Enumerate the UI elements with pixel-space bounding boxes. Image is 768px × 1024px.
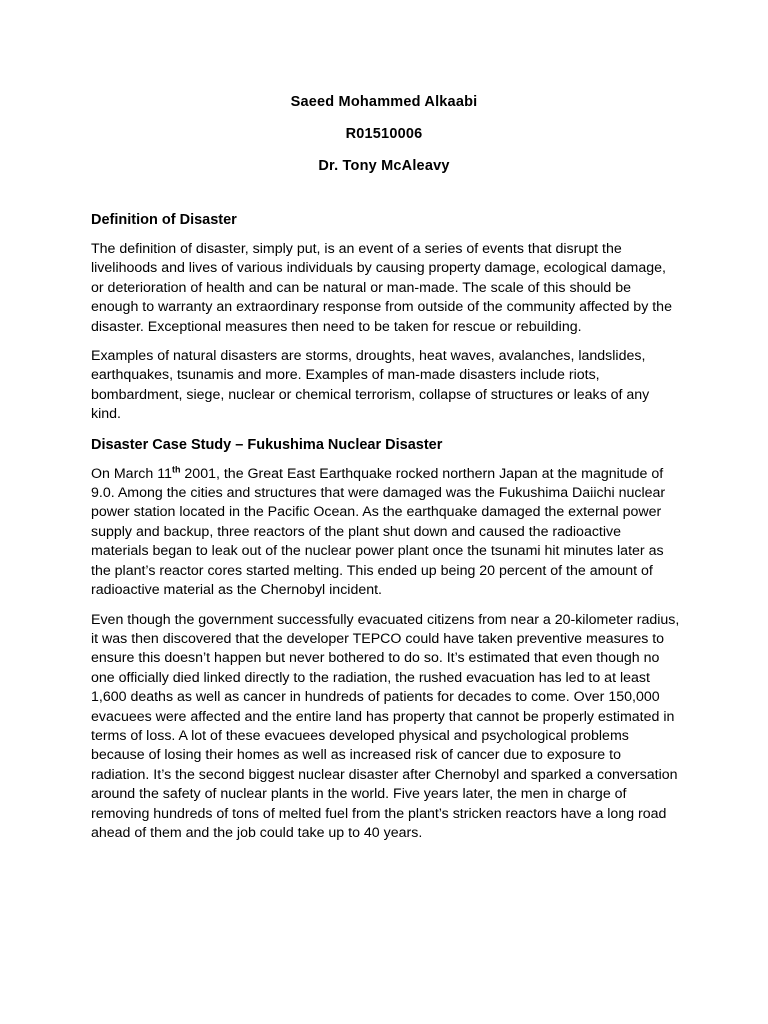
paragraph-definition: The definition of disaster, simply put, is an event of a series of events that disrupt the livelihoods and lives of various individuals by causing property damage, ecological damage, or deterioration of health and can be natural or man-made. The scale of this should be enough to warranty an extraordinary response from outside of the community affected by the disaster. Exceptional measures then need to be taken for rescue or rebuilding. <box>91 241 672 335</box>
paragraph-fukushima-event <box>91 465 681 601</box>
author-name: Saeed Mohammed Alkaabi <box>290 94 478 110</box>
paragraph-examples: Examples of natural disasters are storms, droughts, heat waves, avalanches, landslides, earthquakes, tsunamis and more. Examples of man-made disasters include riots, bombardment, siege, nuclear or chemical terrorism, collapse of structures or leaks of any kind. <box>91 348 650 423</box>
instructor-name: Dr. Tony McAleavy <box>318 158 450 174</box>
section-heading-case-study: Disaster Case Study – Fukushima Nuclear Disaster <box>91 436 443 453</box>
paragraph-evacuation: Even though the government successfully evacuated citizens from near a 20-kilometer radius, it was then discovered that the developer TEPCO could have taken preventive measures to ensure this doesn’t happen but never bothered to do so. It’s estimated that even though no one officially died linked directly to the radiation, the rushed evacuation has led to at least 1,600 deaths as well as cancer in hundreds of patients for decades to come. Over 150,000 evacuees were affected and the entire land has property that cannot be properly estimated in terms of loss. A lot of these evacuees developed physical and psychological problems because of losing their homes as well as increased risk of cancer due to exposure to radiation. It’s the second biggest nuclear disaster after Chernobyl and sparked a conversation around the safety of nuclear plants in the world. Five years later, the men in charge of removing hundreds of tons of melted fuel from the plant’s stricken reactors have a long road ahead of them and the job could take up to 40 years. <box>91 611 680 841</box>
paragraph-fukushima-start: On March 11 <box>91 465 172 482</box>
paragraph-fukushima-rest: 2001, the Great East Earthquake rocked northern Japan at the magnitude of 9.0. Among the cities and structures that were damaged was the Fukushima Daiichi nuclear power station located in the Pacific Ocean. As the earthquake damaged the external power supply and backup, three reactors of the plant shut down and caused the radioactive materials began to leak out of the nuclear power plant once the tsunami hit minutes later as the plant’s reactor cores started melting. This ended up being 20 percent of the amount of radioactive material as the Chernobyl incident. <box>91 465 666 599</box>
document-body <box>91 210 681 853</box>
ordinal-suffix: th <box>171 463 181 474</box>
document-header <box>0 92 768 188</box>
section-heading-definition: Definition of Disaster <box>91 212 237 228</box>
student-id: R01510006 <box>345 126 423 142</box>
